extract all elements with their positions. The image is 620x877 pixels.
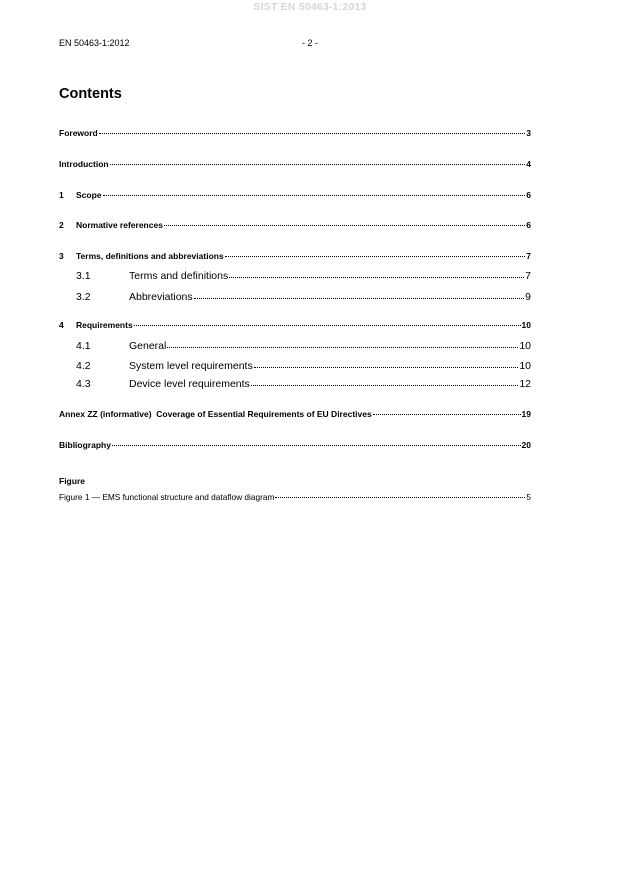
toc-entry-device-level-requirements[interactable] bbox=[59, 378, 531, 390]
toc-entry-label: Bibliography bbox=[59, 440, 111, 450]
toc-entry-number: 3 bbox=[59, 251, 64, 261]
toc-entry-label: Terms and definitions bbox=[129, 270, 229, 282]
toc-entry-page: 10 bbox=[521, 320, 531, 330]
toc-entry-number: 4.1 bbox=[76, 340, 91, 352]
contents-title: Contents bbox=[59, 86, 122, 102]
toc-entry-number: 4 bbox=[59, 320, 64, 330]
document-id: EN 50463-1:2012 bbox=[59, 38, 130, 48]
toc-entry-number: 1 bbox=[59, 190, 64, 200]
toc-entry-number: 4.3 bbox=[76, 378, 91, 390]
toc-entry-terms-and-definitions[interactable] bbox=[59, 270, 531, 282]
figure-entry[interactable] bbox=[59, 492, 531, 502]
toc-entry-terms-definitions-abbreviations[interactable] bbox=[59, 251, 531, 261]
toc-entry-page: 10 bbox=[519, 360, 531, 372]
leader-dots bbox=[194, 297, 525, 299]
toc-entry-label: Requirements bbox=[76, 320, 133, 330]
leader-dots bbox=[373, 413, 521, 415]
toc-entry-label: Abbreviations bbox=[129, 291, 193, 303]
leader-dots bbox=[134, 324, 521, 326]
figures-heading: Figure bbox=[59, 476, 85, 486]
leader-dots bbox=[254, 366, 519, 368]
toc-entry-page: 7 bbox=[525, 270, 531, 282]
leader-dots bbox=[110, 163, 526, 165]
leader-dots bbox=[112, 444, 521, 446]
page-number: - 2 - bbox=[301, 38, 318, 48]
toc-entry-page: 10 bbox=[519, 340, 531, 352]
toc-entry-label: Foreword bbox=[59, 128, 98, 138]
toc-entry-annex-zz[interactable] bbox=[59, 409, 531, 419]
toc-entry-system-level-requirements[interactable] bbox=[59, 360, 531, 372]
toc-entry-label: Introduction bbox=[59, 159, 109, 169]
toc-entry-page: 3 bbox=[526, 128, 531, 138]
toc-entry-normative-references[interactable] bbox=[59, 220, 531, 230]
toc-entry-page: 12 bbox=[519, 378, 531, 390]
leader-dots bbox=[103, 194, 526, 196]
toc-entry-page: 19 bbox=[521, 409, 531, 419]
toc-entry-foreword[interactable] bbox=[59, 128, 531, 138]
toc-entry-page: 6 bbox=[526, 220, 531, 230]
toc-entry-label: Terms, definitions and abbreviations bbox=[76, 251, 224, 261]
leader-dots bbox=[164, 224, 525, 226]
toc-entry-general[interactable] bbox=[59, 340, 531, 352]
toc-entry-page: 4 bbox=[526, 159, 531, 169]
toc-entry-label: General bbox=[129, 340, 167, 352]
toc-entry-label: Device level requirements bbox=[129, 378, 250, 390]
toc-entry-page: 9 bbox=[525, 291, 531, 303]
toc-entry-label: Normative references bbox=[76, 220, 163, 230]
leader-dots bbox=[251, 384, 519, 386]
leader-dots bbox=[167, 346, 518, 348]
leader-dots bbox=[229, 276, 524, 278]
toc-entry-scope[interactable] bbox=[59, 190, 531, 200]
toc-entry-number: 4.2 bbox=[76, 360, 91, 372]
toc-entry-label: System level requirements bbox=[129, 360, 253, 372]
figure-entry-page: 5 bbox=[526, 492, 531, 502]
toc-entry-bibliography[interactable] bbox=[59, 440, 531, 450]
toc-entry-introduction[interactable] bbox=[59, 159, 531, 169]
toc-entry-page: 7 bbox=[526, 251, 531, 261]
toc-entry-abbreviations[interactable] bbox=[59, 291, 531, 303]
toc-entry-label: Annex ZZ (informative) Coverage of Essential Requirements of EU Directives bbox=[59, 409, 372, 419]
leader-dots bbox=[99, 132, 526, 134]
toc-entry-requirements[interactable] bbox=[59, 320, 531, 330]
leader-dots bbox=[275, 496, 525, 498]
figure-entry-label: Figure 1 — EMS functional structure and dataflow diagram bbox=[59, 492, 275, 502]
toc-entry-page: 20 bbox=[521, 440, 531, 450]
toc-entry-number: 3.2 bbox=[76, 291, 91, 303]
watermark: SIST EN 50463-1:2013 bbox=[253, 1, 367, 13]
leader-dots bbox=[225, 255, 526, 257]
toc-entry-number: 2 bbox=[59, 220, 64, 230]
toc-entry-number: 3.1 bbox=[76, 270, 91, 282]
toc-entry-page: 6 bbox=[526, 190, 531, 200]
toc-entry-label: Scope bbox=[76, 190, 102, 200]
